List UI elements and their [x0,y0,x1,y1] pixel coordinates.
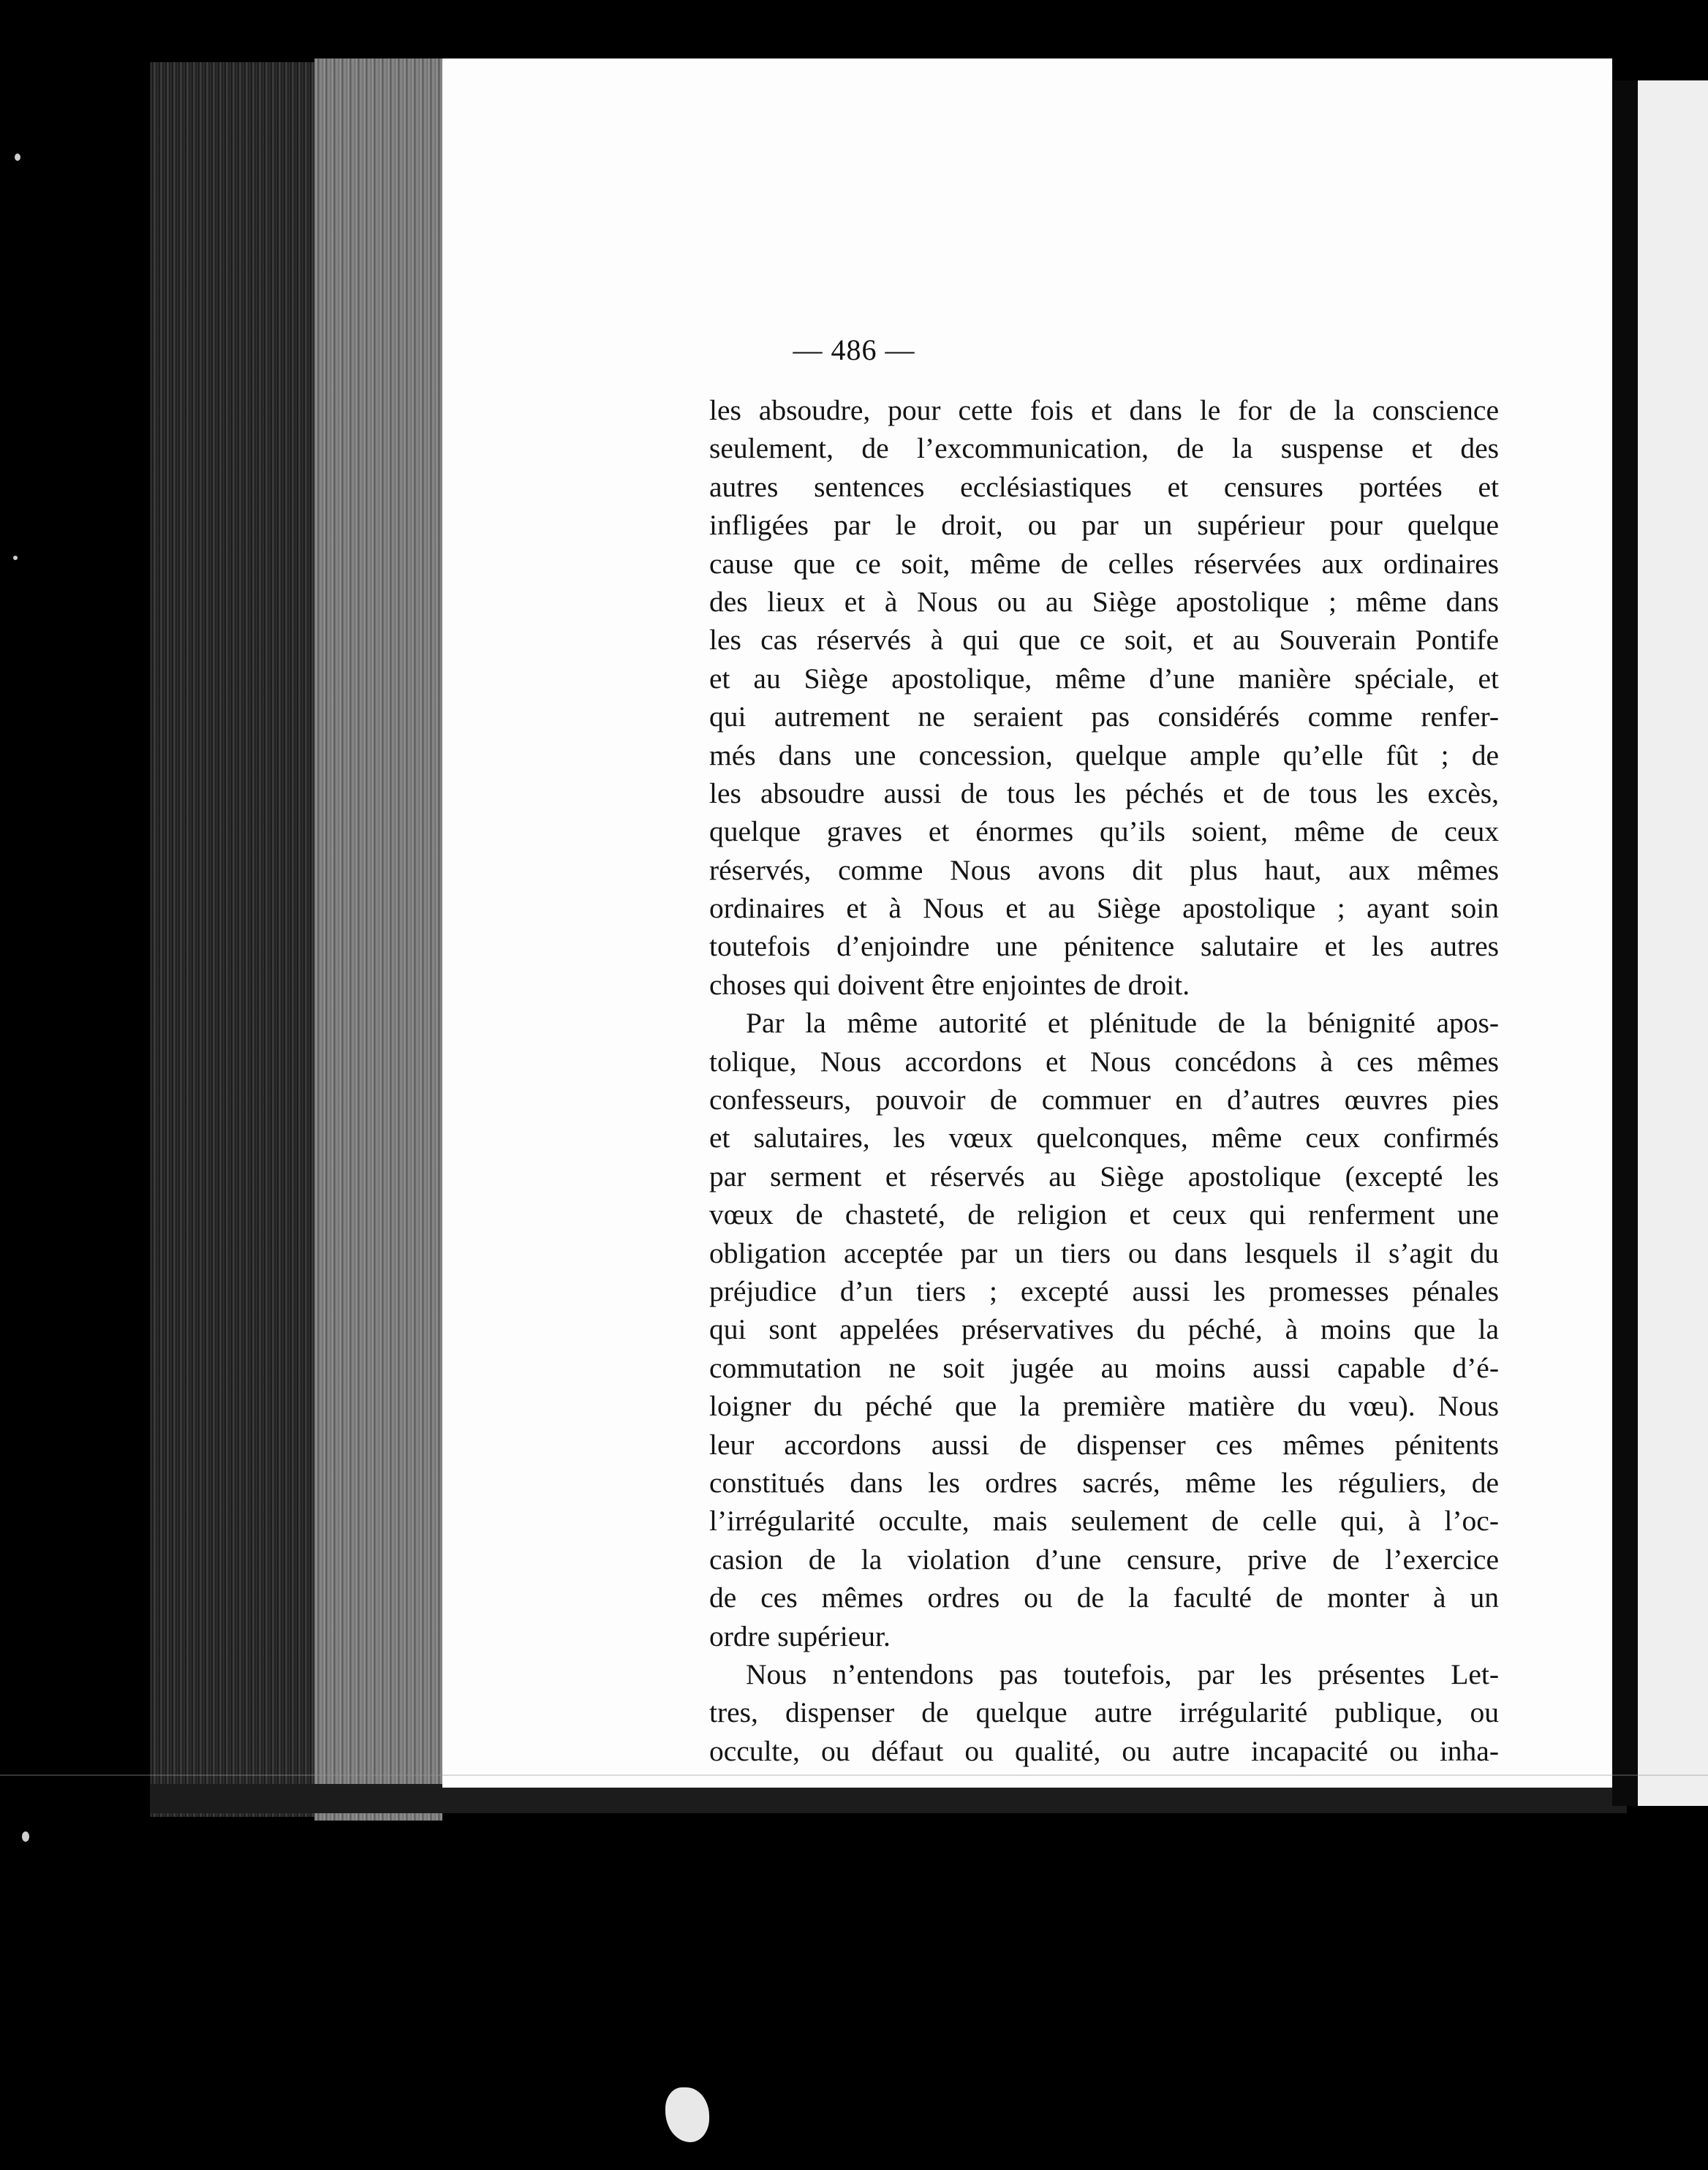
scan-blob [665,2087,709,2142]
text-line: des lieux et à Nous ou au Siège apostolique ; même dans [709,585,1499,618]
book-bottom-edge [150,1784,1627,1813]
text-line: obligation acceptée par un tiers ou dans lesquels il s’agit du [709,1236,1499,1269]
text-line: tres, dispenser de quelque autre irrégularité publique, ou [709,1696,1499,1729]
text-line: casion de la violation d’une censure, prive de l’exercice [709,1543,1499,1576]
scan-artifact-line [0,1774,1708,1776]
text-line: toutefois d’enjoindre une pénitence salutaire et les autres [709,930,1499,963]
text-line: ordre supérieur. [709,1619,891,1652]
text-line: qui sont appelées préservatives du péché, à moins que la [709,1313,1499,1346]
text-line: qui autrement ne seraient pas considérés comme renfer- [709,700,1499,733]
text-line: réservés, comme Nous avons dit plus haut, aux mêmes [709,853,1499,886]
text-line: ordinaires et à Nous et au Siège apostolique ; ayant soin [709,892,1499,925]
text-line: et au Siège apostolique, même d’une manière spéciale, et [709,662,1499,695]
text-line: les absoudre aussi de tous les péchés et de tous les excès, [709,776,1499,809]
text-line: les cas réservés à qui que ce soit, et au Souverain Pontife [709,624,1499,657]
text-line: constitués dans les ordres sacrés, même les réguliers, de [709,1466,1499,1499]
page-number: — 486 — [793,333,915,366]
text-line: infligées par le droit, ou par un supérieur pour quelque [709,509,1499,542]
book-page-stack-inner [314,58,442,1821]
text-line: commutation ne soit jugée au moins aussi capable d’é- [709,1351,1499,1384]
text-line: Nous n’entendons pas toutefois, par les présentes Let- [746,1657,1499,1690]
scan-speck [15,154,20,161]
text-line: autres sentences ecclésiastiques et censures portées et [709,470,1499,503]
book-page-stack-edge [150,62,314,1817]
text-line: et salutaires, les vœux quelconques, même ceux confirmés [709,1122,1499,1154]
text-line: l’irrégularité occulte, mais seulement de celle qui, à l’oc- [709,1505,1499,1538]
text-line: vœux de chasteté, de religion et ceux qui renferment une [709,1198,1499,1231]
text-line: les absoudre, pour cette fois et dans le for de la conscience [709,394,1499,426]
text-line: loigner du péché que la première matière du vœu). Nous [709,1390,1499,1423]
text-line: par serment et réservés au Siège apostolique (excepté les [709,1160,1499,1192]
page-body-text [709,391,1499,1770]
scan-speck [13,556,18,560]
text-line: seulement, de l’excommunication, de la suspense et des [709,432,1499,465]
text-line: préjudice d’un tiers ; excepté aussi les promesses pénales [709,1274,1499,1307]
text-line: occulte, ou défaut ou qualité, ou autre incapacité ou inha- [709,1734,1499,1767]
text-line: tolique, Nous accordons et Nous concédons à ces mêmes [709,1045,1499,1078]
text-line: més dans une concession, quelque ample qu’elle fût ; de [709,738,1499,771]
text-line: cause que ce soit, même de celles réservées aux ordinaires [709,547,1499,580]
text-line: Par la même autorité et plénitude de la bénignité apos- [746,1007,1499,1040]
text-line: quelque graves et énormes qu’ils soient, même de ceux [709,815,1499,848]
text-line: leur accordons aussi de dispenser ces mêmes pénitents [709,1428,1499,1461]
text-line: de ces mêmes ordres ou de la faculté de monter à un [709,1581,1499,1614]
text-line: choses qui doivent être enjointes de droit. [709,968,1190,1001]
scan-speck [22,1831,29,1842]
text-line: confesseurs, pouvoir de commuer en d’autres œuvres pies [709,1084,1499,1116]
